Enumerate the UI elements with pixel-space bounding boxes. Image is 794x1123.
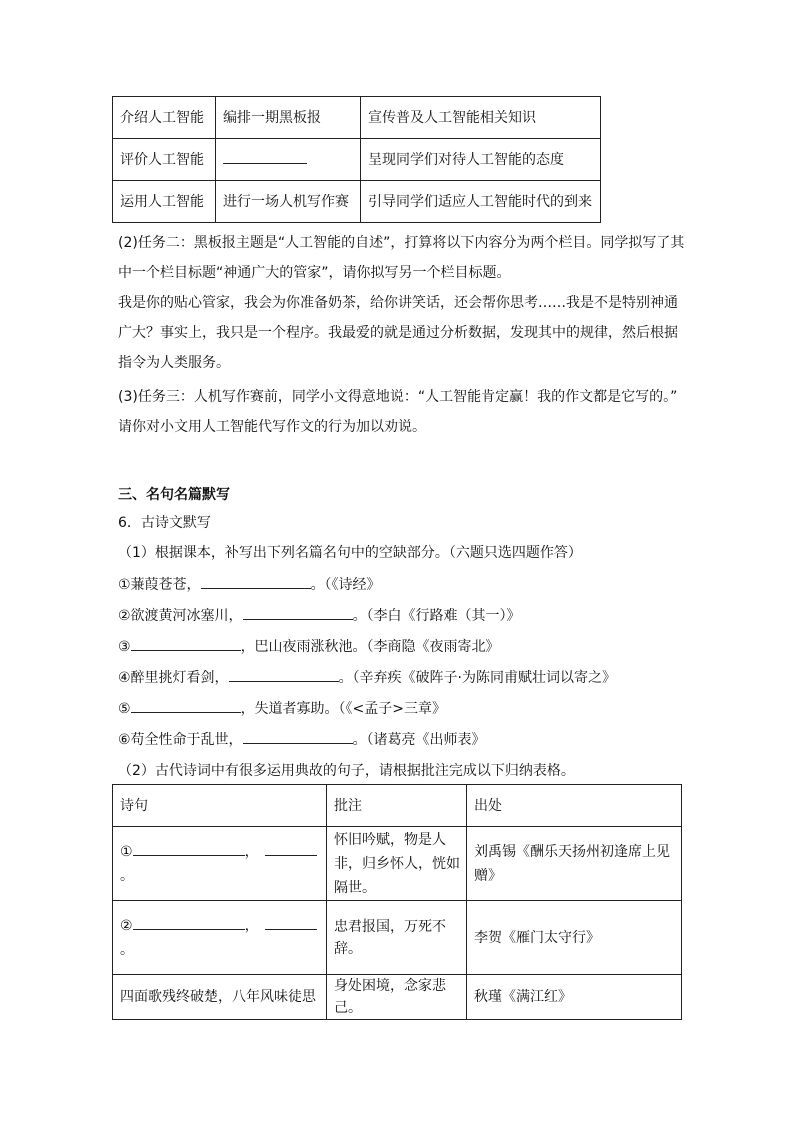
table-row — [113, 97, 601, 139]
annotation-cell: 忠君报国，万死不辞。 — [327, 901, 467, 975]
table-row — [113, 139, 601, 181]
column-header: 出处 — [467, 785, 682, 827]
fill-item — [118, 698, 446, 720]
punctuation: ， — [244, 917, 259, 934]
item-number: ② — [120, 917, 133, 934]
item-text: ⑤ — [118, 701, 131, 717]
item-text: 。（诸葛亮《出师表》 — [352, 732, 486, 748]
answer-blank[interactable] — [229, 667, 339, 682]
table-cell: 引导同学们适应人工智能时代的到来 — [361, 181, 601, 223]
answer-blank[interactable] — [223, 149, 307, 164]
punctuation: ， — [244, 843, 259, 860]
annotation-cell: 身处困境，念家悲己。 — [327, 975, 467, 1020]
answer-blank[interactable] — [131, 698, 241, 713]
punctuation: 。 — [120, 867, 134, 884]
item-text: ，失道者寡助。（《<孟子>三章》 — [240, 701, 447, 717]
table-cell: 介绍人工智能 — [113, 97, 216, 139]
allusion-table — [112, 784, 682, 1020]
table-row — [113, 827, 682, 901]
poem-blank-cell[interactable] — [113, 901, 327, 975]
fill-item — [118, 667, 616, 689]
fill-item — [118, 574, 381, 596]
task2-para2: 广大？事实上，我只是一个程序。我最爱的就是通过分析数据，发现其中的规律，然后根据 — [118, 325, 678, 341]
fill-item — [118, 605, 521, 627]
item-text: ④醉里挑灯看剑， — [118, 670, 229, 686]
column-header: 批注 — [327, 785, 467, 827]
answer-blank[interactable] — [265, 915, 317, 930]
column-header: 诗句 — [113, 785, 327, 827]
sub-question-2: （2）古代诗词中有很多运用典故的句子，请根据批注完成以下归纳表格。 — [118, 763, 575, 779]
table-cell: 进行一场人机写作赛 — [216, 181, 361, 223]
annotation-cell: 怀旧吟赋，物是人非，归乡怀人，恍如隔世。 — [327, 827, 467, 901]
answer-blank-cell[interactable] — [216, 139, 361, 181]
task3-line2: 请你对小文用人工智能代写作文的行为加以劝说。 — [118, 419, 426, 435]
table-row — [113, 975, 682, 1020]
item-text: ②欲渡黄河冰塞川， — [118, 608, 243, 624]
answer-blank[interactable] — [133, 841, 245, 856]
answer-blank[interactable] — [265, 841, 317, 856]
task2-para1: 我是你的贴心管家，我会为你准备奶茶，给你讲笑话，还会帮你思考……我是不是特别神通 — [118, 295, 678, 311]
table-header-row — [113, 785, 682, 827]
answer-blank[interactable] — [243, 729, 353, 744]
source-cell: 李贺《雁门太守行》 — [467, 901, 682, 975]
item-text: 。（李白《行路难（其一）》 — [352, 608, 521, 624]
task3-line1: (3)任务三：人机写作赛前，同学小文得意地说：“人工智能肯定赢！我的作文都是它写的。” — [118, 389, 678, 405]
task2-para3: 指令为人类服务。 — [118, 355, 230, 371]
poem-blank-cell[interactable] — [113, 827, 327, 901]
item-number: ① — [120, 843, 133, 860]
table-row — [113, 901, 682, 975]
sub-question-1: （1）根据课本，补写出下列名篇名句中的空缺部分。（六题只选四题作答） — [118, 545, 582, 561]
item-text: 。（辛弃疾《破阵子·为陈同甫赋壮词以寄之》 — [338, 670, 617, 686]
answer-blank[interactable] — [131, 636, 241, 651]
answer-blank[interactable] — [201, 574, 311, 589]
table-cell: 呈现同学们对待人工智能的态度 — [361, 139, 601, 181]
task2-line1: (2)任务二：黑板报主题是“人工智能的自述”，打算将以下内容分为两个栏目。同学拟写了其 — [118, 235, 685, 251]
answer-blank[interactable] — [243, 605, 353, 620]
table-cell: 运用人工智能 — [113, 181, 216, 223]
section-heading: 三、名句名篇默写 — [118, 487, 230, 503]
item-text: ③ — [118, 639, 131, 655]
activity-table — [112, 96, 601, 223]
item-text: ⑥苟全性命于乱世， — [118, 732, 243, 748]
item-text: ，巴山夜雨涨秋池。（李商隐《夜雨寄北》 — [240, 639, 500, 655]
table-cell: 编排一期黑板报 — [216, 97, 361, 139]
fill-item — [118, 729, 486, 751]
source-cell: 刘禹锡《酬乐天扬州初逢席上见赠》 — [467, 827, 682, 901]
source-cell: 秋瑾《满江红》 — [467, 975, 682, 1020]
item-text: 。（《诗经》 — [310, 577, 381, 593]
poem-cell: 四面歌残终破楚，八年风味徒思 — [113, 975, 327, 1020]
answer-blank[interactable] — [133, 915, 245, 930]
table-row — [113, 181, 601, 223]
table-cell: 宣传普及人工智能相关知识 — [361, 97, 601, 139]
item-text: ①蒹葭苍苍， — [118, 577, 201, 593]
fill-item — [118, 636, 500, 658]
table-cell: 评价人工智能 — [113, 139, 216, 181]
question-title: 6．古诗文默写 — [118, 515, 211, 531]
task2-line2: 中一个栏目标题“神通广大的管家”，请你拟写另一个栏目标题。 — [118, 265, 511, 281]
punctuation: 。 — [120, 941, 134, 958]
